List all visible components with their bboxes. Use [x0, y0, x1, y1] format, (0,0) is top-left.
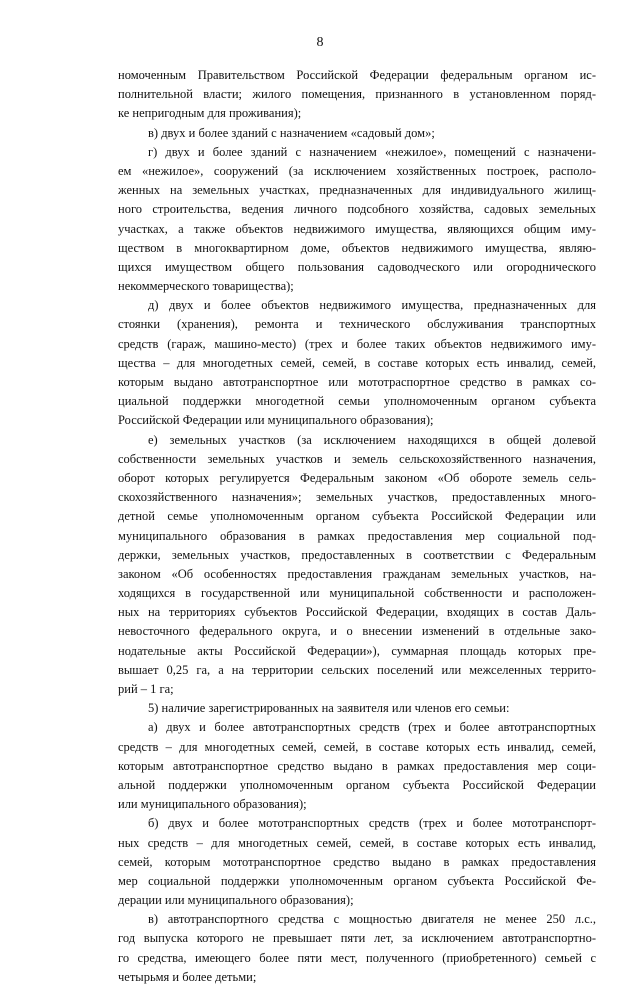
text-line: щихся имуществом общего пользования садоводческого или огороднического: [118, 259, 596, 274]
text-line: в) автотранспортного средства с мощностью двигателя не менее 250 л.с.,: [148, 912, 596, 927]
text-line: детной семье уполномоченным органом субъекта Российской Федерации или: [118, 509, 596, 524]
text-line: четырьмя и более детьми;: [118, 969, 257, 984]
text-line: номоченным Правительством Российской Федерации федеральным органом ис-: [118, 68, 596, 82]
text-line: которым автотранспортное средство выдано в рамках предоставления мер соци-: [118, 758, 596, 773]
text-line: го средства, имеющего более пяти мест, полученного (приобретенного) семьей с: [118, 950, 596, 965]
text-line: которым выдано автотранспортное или мототраспортное средство в рамках со-: [118, 375, 596, 389]
text-line: ных средств – для многодетных семей, семей, в составе которых есть инвалид,: [118, 835, 596, 850]
text-line: б) двух и более мототранспортных средств (трех и более мототранспорт-: [148, 816, 596, 831]
text-line: женных на земельных участках, предназначенных для индивидуального жилищ-: [118, 183, 596, 198]
text-line: вышает 0,25 га, а на территории сельских поселений или межселенных террито-: [118, 662, 596, 677]
text-line: ществом в многоквартирном доме, объектов недвижимого имущества, являю-: [118, 240, 596, 255]
text-line: рий – 1 га;: [118, 682, 174, 696]
text-line: ем «нежилое», сооружений (за исключением хозяйственных построек, располо-: [118, 163, 596, 178]
text-line: мер социальной поддержки уполномоченным органом субъекта Российской Фе-: [118, 873, 596, 888]
text-line: нодательные акты Российской Федерации»), суммарная площадь которых пре-: [118, 643, 596, 658]
text-line: ке непригодным для проживания);: [118, 106, 302, 121]
text-line: дерации или муниципального образования);: [118, 893, 354, 908]
page-number: 8: [316, 35, 324, 50]
text-line: участках, а также объектов недвижимого имущества, являющихся общим иму-: [118, 221, 596, 236]
text-line: щества – для многодетных семей, семей, в составе которых есть инвалид, семей,: [118, 355, 596, 370]
text-line: или муниципального образования);: [118, 797, 307, 812]
text-line: циальной поддержки многодетной семьи уполномоченным органом субъекта: [118, 394, 596, 409]
text-line: год выпуска которого не превышает пяти лет, за исключением автотранспортно-: [118, 931, 596, 946]
document-body: [118, 66, 596, 987]
text-line: ного строительства, ведения личного подсобного хозяйства, садовых земельных: [118, 202, 596, 217]
text-line: некоммерческого товарищества);: [118, 279, 294, 294]
text-line: д) двух и более объектов недвижимого имущества, предназначенных для: [148, 298, 596, 313]
text-line: ходящихся в государственной или муниципальной собственности и расположен-: [118, 586, 596, 601]
text-line: Российской Федерации или муниципального образования);: [118, 413, 434, 428]
text-line: держки, земельных участков, предоставленных в соответствии с Федеральным: [118, 547, 596, 562]
text-line: собственности земельных участков и земель сельскохозяйственного назначения,: [118, 451, 596, 466]
text-line: оборот которых регулируется Федеральным законом «Об обороте земель сель-: [118, 470, 596, 485]
text-line: стоянки (хранения), ремонта и технического обслуживания транспортных: [118, 317, 596, 332]
text-line: г) двух и более зданий с назначением «нежилое», помещений с назначени-: [148, 144, 596, 159]
text-line: а) двух и более автотранспортных средств (трех и более автотранспортных: [148, 720, 596, 735]
text-line: альной поддержки уполномоченным органом субъекта Российской Федерации: [118, 777, 596, 792]
text-line: скохозяйственного назначения»; земельных участков, предоставленных много-: [118, 490, 596, 505]
text-line: семей, которым мототранспортное средство выдано в рамках предоставления: [118, 854, 596, 869]
text-line: средств (гараж, машино-место) (трех и более таких объектов недвижимого иму-: [118, 336, 596, 351]
text-line: муниципального образования в рамках предоставления мер социальной под-: [118, 528, 596, 543]
text-line: в) двух и более зданий с назначением «садовый дом»;: [148, 125, 435, 140]
text-line: законом «Об особенностях предоставления гражданам земельных участков, на-: [118, 566, 596, 581]
text-line: невосточного федерального округа, и о внесении изменений в отдельные зако-: [118, 624, 596, 639]
text-line: 5) наличие зарегистрированных на заявителя или членов его семьи:: [148, 701, 510, 716]
text-line: е) земельных участков (за исключением находящихся в общей долевой: [148, 432, 596, 447]
text-line: средств – для многодетных семей, семей, в составе которых есть инвалид, семей,: [118, 739, 596, 754]
text-line: полнительной власти; жилого помещения, признанного в установленном поряд-: [118, 87, 596, 102]
text-line: ных на территориях субъектов Российской Федерации, входящих в состав Даль-: [118, 605, 596, 620]
